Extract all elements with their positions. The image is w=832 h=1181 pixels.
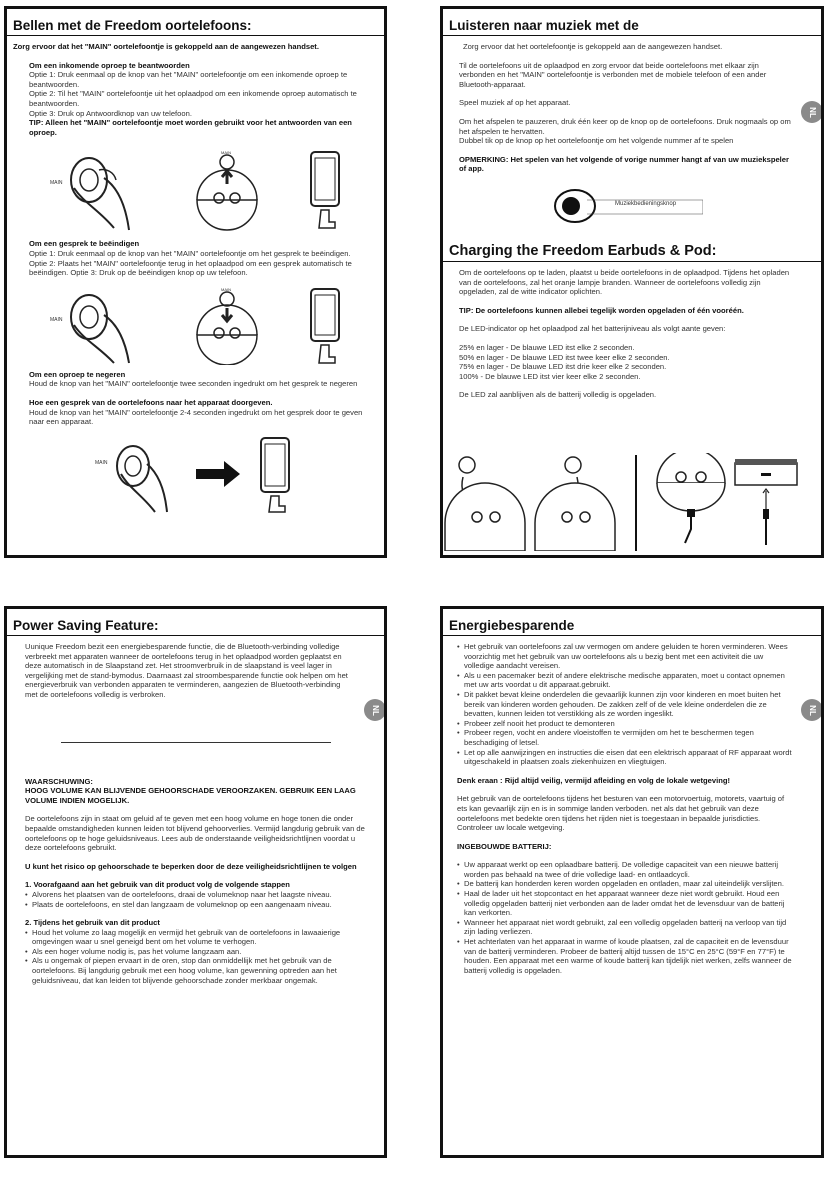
hand-press-icon — [44, 285, 154, 365]
answer-section — [29, 61, 370, 138]
led-level: 50% en lager - De blauwe LED itst twee keer elke 2 seconden. — [459, 352, 670, 362]
charging-section — [459, 268, 795, 400]
end-illustration — [25, 282, 370, 368]
warning-body: De oortelefoons zijn in staat om geluid af te geven met een hoog volume en hoge tonen die onder bepaalde omstandigheden kunnen leiden tot blijvend gehoorverlies. Vermijd langdurig gebruik van de oortelefoons op te hoge geluidsniveaus. Lees aub de onderstaande veiligheidsrichtlijnen voordat u deze oortelefoons gebruikt. — [25, 814, 365, 853]
section-heading: Om een gesprek te beëindigen — [29, 239, 140, 249]
page-title: Bellen met de Freedom oortelefoons: — [7, 9, 384, 36]
led-level: 75% en lager - De blauwe LED itst drie keer elke 2 seconden. — [459, 362, 667, 372]
list-item: • Als u ongemak of piepen ervaart in de oren, stop dan onmiddellijk met het gebruik van de oortelefoons. Bij langdurig gebruik met een hoog volume, kan gewenning optreden aan het geluidsniveau, dat kan leiden tot blijvende gehoorschade zonder merkbaar ongemak. — [25, 956, 366, 985]
list-item: • Als een hoger volume nodig is, pas het volume langzaam aan. — [25, 947, 366, 957]
svg-text:MAIN: MAIN — [94, 459, 107, 466]
page-title: Energiebesparende — [443, 609, 821, 636]
tip-text: TIP: De oortelefoons kunnen allebei tegelijk worden opgeladen of één vooréén. — [459, 305, 744, 315]
pod-lift-icon — [192, 148, 262, 234]
warning-guidance: U kunt het risico op gehoorschade te beperken door de deze veiligheidsrichtlijnen te volgen — [25, 861, 357, 871]
safety-section — [457, 642, 795, 975]
page-title: Power Saving Feature: — [7, 609, 384, 636]
page-music-charging — [440, 6, 824, 558]
music-text: Om het afspelen te pauzeren, druk één keer op de knop op de oortelefoons. Druk nogmaals op om het afspelen te hervatten. — [459, 116, 791, 136]
option-text: Optie 1: Druk eenmaal op de knop van het "MAIN" oortelefoontje om het gesprek te beëindigen. — [29, 248, 351, 258]
list-item: • Wanneer het apparaat niet wordt gebruikt, zal een volledig opgeladen batterij na verloop van tijd zijn lading verliezen. — [457, 918, 795, 937]
section-heading: Om een inkomende oproep te beantwoorden — [29, 60, 190, 70]
charging-text: Om de oortelefoons op te laden, plaatst u beide oortelefoons in de oplaadpod. Tijdens het opladen van de oortelefoons, zal het oranje lampje branden. Wanneer de oortelefoons volledig zijn opgeladen, zal de witte indicator oplichten. — [459, 267, 790, 297]
battery-heading: INGEBOUWDE BATTERIJ: — [457, 841, 552, 851]
led-level: 100% - De blauwe LED itst vier keer elke 2 seconden. — [459, 371, 641, 381]
transfer-section — [29, 398, 370, 427]
music-button-illustration — [553, 186, 821, 230]
page-calls — [4, 6, 387, 558]
divider — [635, 455, 637, 551]
transfer-illustration — [87, 431, 304, 517]
option-text: Optie 3: Druk op Antwoordknop van uw telefoon. — [29, 108, 192, 118]
list-item: • Alvorens het plaatsen van de oortelefoons, draai de volumeknop naar het laagste niveau. — [25, 890, 366, 900]
option-text: Optie 1: Druk eenmaal op de knop van het "MAIN" oortelefoontje om een inkomende oproep te beantwoorden. — [29, 70, 348, 89]
end-section — [29, 239, 370, 277]
list-item: • Haal de lader uit het stopcontact en het apparaat wanneer deze niet wordt gebruikt. Houd een volledig opgeladen batterij niet verbonden aan de lader omdat het de levensduur van de batterij kan verkorten. — [457, 889, 795, 918]
warning-section — [25, 777, 366, 986]
led-level: 25% en lager - De blauwe LED itst elke 2 seconden. — [459, 342, 635, 352]
driving-text: Het gebruik van de oortelefoons tijdens het besturen van een motorvoertuig, motorets, vaartuig of ets kan gevaarlijk zijn en is in sommige landen verboden. net als dat het gebruik van deze oortelefoons met bedekte oren tijdens het rijden niet is toegestaan in bepaalde jurisdicties. Controleer uw locale wetgeving. — [457, 794, 785, 833]
charging-illustration — [443, 451, 821, 551]
list-item: • Het achterlaten van het apparaat in warme of koude plaatsen, zal de capaciteit en de levensduur van de batterij verminderen. Probeer de batterij altijd tussen de 15°C en 25°C (59°F en 77°F) te houden. Een apparaat met een warme of koude batterij kan tijdelijk niet werken, zelfs wanneer de batterij volledig is opgeladen. — [457, 937, 795, 975]
intro-text: Zorg ervoor dat het "MAIN" oortelefoontje is gekoppeld aan de aangewezen handset. — [13, 42, 319, 51]
warning-text: HOOG VOLUME KAN BLIJVENDE GEHOORSCHADE VEROORZAKEN. GEBRUIK EEN LAAG VOLUME INDIEN MOGELIJK. — [25, 786, 356, 805]
music-text: Til de oortelefoons uit de oplaadpod en zorg ervoor dat beide oortelefoons met elkaar zijn verbonden en het "MAIN" oortelefoontje is verbonden met de mobiele telefoon of een ander Bluetooth-apparaat. — [459, 60, 767, 89]
music-text: Dubbel tik op de knop op het oortelefoontje om het volgende nummer af te spelen — [459, 136, 734, 146]
phone-icon — [253, 434, 299, 514]
button-label: Muziekbedieningsknop — [615, 200, 677, 207]
list-item: • Het gebruik van oortelefoons zal uw vermogen om andere geluiden te horen verminderen. Wees voorzichtig met het gebruik van uw oortelefoons als u bezig bent met een activiteit die uw volledige aandacht vereisen. — [457, 642, 795, 671]
arrow-right-icon — [194, 459, 242, 489]
led-full-text: De LED zal aanblijven als de batterij volledig is opgeladen. — [459, 390, 657, 400]
ignore-section — [29, 370, 370, 389]
list-item: • Dit pakket bevat kleine onderdelen die gevaarlijk kunnen zijn voor kinderen en moet buiten het bereik van kinderen worden gehouden. De zakken zelf of de vele kleine onderdelen die ze bevatten, kunnen leiden tot verstikking als ze worden ingeslikt. — [457, 690, 795, 719]
list-item: • Plaats de oortelefoons, en stel dan langzaam de volumeknop op een aangenaam niveau. — [25, 900, 366, 910]
phone-icon — [301, 285, 351, 365]
language-tab: NL — [364, 699, 386, 721]
phone-icon — [301, 148, 351, 234]
step-heading: 1. Voorafgaand aan het gebruik van dit product volg de volgende stappen — [25, 880, 290, 890]
language-tab: NL — [801, 699, 823, 721]
list-item: • De batterij kan honderden keren worden opgeladen en ontladen, maar zal uiteindelijk verslijten. — [457, 879, 795, 889]
charging-title: Charging the Freedom Earbuds & Pod: — [443, 234, 821, 262]
earbuds-into-pod-icon — [443, 453, 633, 551]
power-saving-text: Uunique Freedom bezit een energiebesparende functie, die de Bluetooth-verbinding volledige verbreekt met apparaten wanneer de oortelefoons terug in het oplaadpod worden geplaatst en deze automatisch in de Slaapstand zet. Het stroomverbruik in de slaapstand is veel lager in vergelijking met de stand-bymodus. Daarnaast zal stroombesparende functie ook helpen om het energieverbruik van verbonden apparaten te verminderen, aangezien de Bluetooth-verbinding met de oortelefoons volledig is verbroken. — [25, 642, 348, 699]
list-item: • Probeer regen, vocht en andere vloeistoffen te vermijden om het te beschermen tegen beschadiging of letsel. — [457, 728, 795, 747]
page-power-saving — [4, 606, 387, 1158]
pod-charging-icon — [651, 453, 731, 551]
section-text: Houd de knop van het "MAIN" oortelefoontje twee seconden ingedrukt om het gesprek te negeren — [29, 379, 358, 389]
hand-press-icon — [93, 434, 183, 514]
svg-text:MAIN: MAIN — [221, 286, 232, 292]
step-heading: 2. Tijdens het gebruik van dit product — [25, 918, 160, 928]
safety-reminder: Denk eraan : Rijd altijd veilig, vermijd afleiding en volg de lokale wetgeving! — [457, 775, 731, 785]
section-heading: Hoe een gesprek van de oortelefoons naar het apparaat doorgeven. — [29, 397, 273, 407]
option-text: Optie 2: Plaats het "MAIN" oortelefoontje terug in het oplaadpod om een gesprek automatisch te beëindigen. Optie 3: Druk op de beëindigen knop op uw telefoon. — [29, 258, 352, 278]
led-intro: De LED-indicator op het oplaadpod zal het batterijniveau als volgt aante geven: — [459, 324, 726, 334]
section-text: Houd de knop van het "MAIN" oortelefoontje 2-4 seconden ingedrukt om het gesprek door te geven naar een apparaat. — [29, 407, 363, 427]
music-text: Speel muziek af op het apparaat. — [459, 98, 571, 108]
tip-text: TIP: Alleen het "MAIN" oortelefoontje moet worden gebruikt voor het antwoorden van een oproep. — [29, 118, 352, 137]
music-text: Zorg ervoor dat het oortelefoontje is gekoppeld aan de aangewezen handset. — [463, 42, 723, 51]
page-title: Luisteren naar muziek met de — [443, 9, 821, 36]
list-item: • Let op alle aanwijzingen en instructies die eisen dat een elektrisch apparaat of RF apparaat wordt uitgeschakeld in plaatsen zoals ziekenhuizen en vliegtuigen. — [457, 748, 795, 767]
charging-port-icon — [731, 453, 801, 551]
svg-text:MAIN: MAIN — [50, 316, 63, 323]
svg-text:MAIN: MAIN — [221, 150, 232, 156]
page-energy-saving — [440, 606, 824, 1158]
note-text: OPMERKING: Het spelen van het volgende of vorige nummer hangt af van uw muziekspeler of app. — [459, 154, 789, 174]
option-text: Optie 2: Til het "MAIN" oortelefoontje uit het oplaadpod om een inkomende oproep automatisch te beantwoorden. — [29, 89, 357, 108]
list-item: • Houd het volume zo laag mogelijk en vermijd het gebruik van de oortelefoons in lawaaierige omgevingen waar u snel geneigd bent om het volume te verhogen. — [25, 928, 366, 947]
hand-press-icon — [44, 148, 154, 234]
main-label: MAIN — [50, 180, 63, 187]
list-item: • Uw apparaat werkt op een oplaadbare batterij. De volledige capaciteit van een nieuwe batterij worden pas behaald na twee of drie volledige laad- en ontlaadcycli. — [457, 860, 795, 879]
section-heading: Om een oproep te negeren — [29, 369, 126, 379]
language-tab: NL — [801, 101, 823, 123]
list-item: • Als u een pacemaker bezit of andere elektrische medische apparaten, moet u contact opnemen met uw arts voordat u dit apparaat.gebruikt. — [457, 671, 795, 690]
pod-insert-icon — [192, 285, 262, 365]
warning-heading: WAARSCHUWING: — [25, 776, 93, 786]
music-section — [459, 42, 795, 174]
list-item: • Probeer zelf nooit het product te demonteren — [457, 719, 795, 729]
answer-illustration — [25, 145, 370, 237]
